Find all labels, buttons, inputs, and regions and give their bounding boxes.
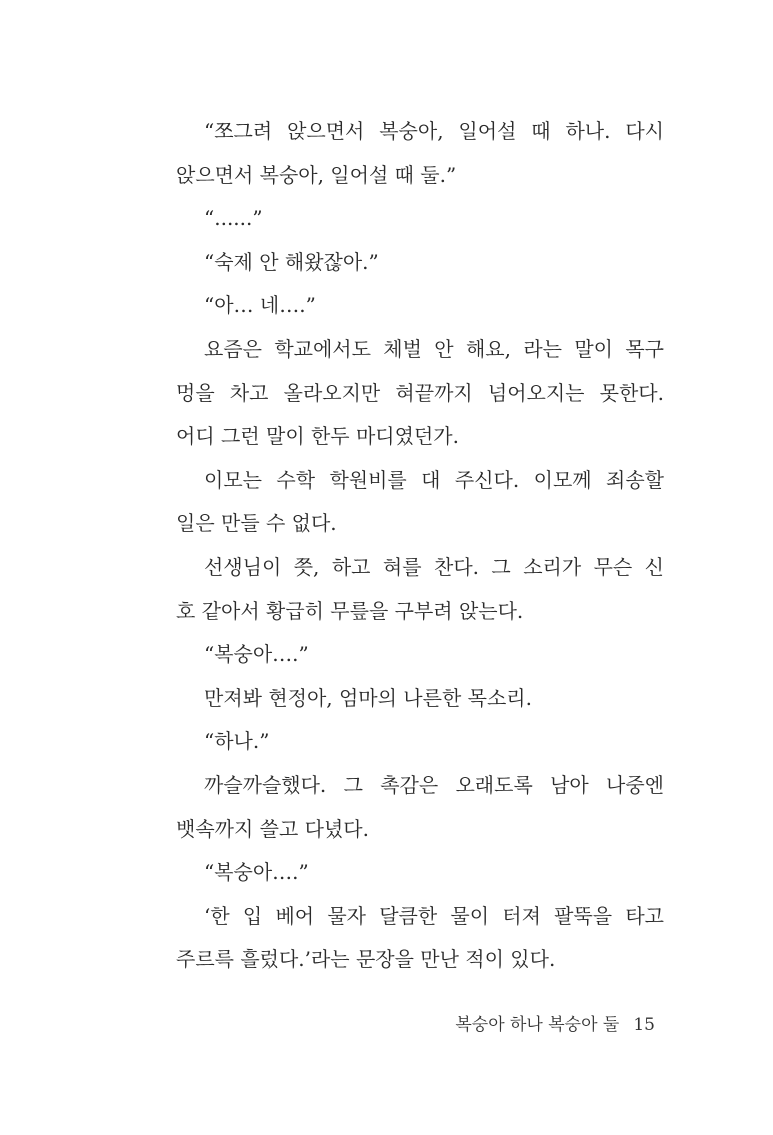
- text-line: 이모는 수학 학원비를 대 주신다. 이모께 죄송할: [204, 467, 664, 492]
- running-title: 복숭아 하나 복숭아 둘: [455, 1015, 620, 1035]
- text-line: 호 같아서 황급히 무릎을 구부려 앉는다.: [176, 598, 524, 623]
- text-line: 주르륵 흘렀다.’라는 문장을 만난 적이 있다.: [176, 947, 556, 972]
- text-line: 일은 만들 수 없다.: [176, 511, 337, 536]
- text-line: 뱃속까지 쓸고 다녔다.: [176, 816, 369, 841]
- text-line: “아… 네….”: [204, 293, 316, 318]
- text-line: 만져봐 현정아, 엄마의 나른한 목소리.: [204, 685, 532, 710]
- text-line: “복숭아….”: [204, 860, 309, 885]
- text-line: “숙제 안 해왔잖아.”: [204, 249, 379, 274]
- text-line: 요즘은 학교에서도 체벌 안 해요, 라는 말이 목구: [204, 336, 664, 361]
- text-line: 선생님이 쯧, 하고 혀를 찬다. 그 소리가 무슨 신: [204, 554, 664, 579]
- text-line: 어디 그런 말이 한두 마디였던가.: [176, 424, 459, 449]
- text-line: 앉으면서 복숭아, 일어설 때 둘.”: [176, 162, 457, 187]
- text-line: “하나.”: [204, 729, 270, 754]
- text-line: 까슬까슬했다. 그 촉감은 오래도록 남아 나중엔: [204, 772, 664, 797]
- text-line: ‘한 입 베어 물자 달큼한 물이 터져 팔뚝을 타고: [204, 903, 664, 928]
- text-line: “......”: [204, 206, 263, 231]
- text-line: “복숭아….”: [204, 642, 309, 667]
- text-line: “쪼그려 앉으면서 복숭아, 일어설 때 하나. 다시: [204, 119, 664, 143]
- page-number: 15: [633, 1015, 655, 1035]
- body-text: [176, 110, 664, 982]
- text-line: 멍을 차고 올라오지만 혀끝까지 넘어오지는 못한다.: [176, 380, 664, 405]
- page-footer: [450, 1010, 655, 1040]
